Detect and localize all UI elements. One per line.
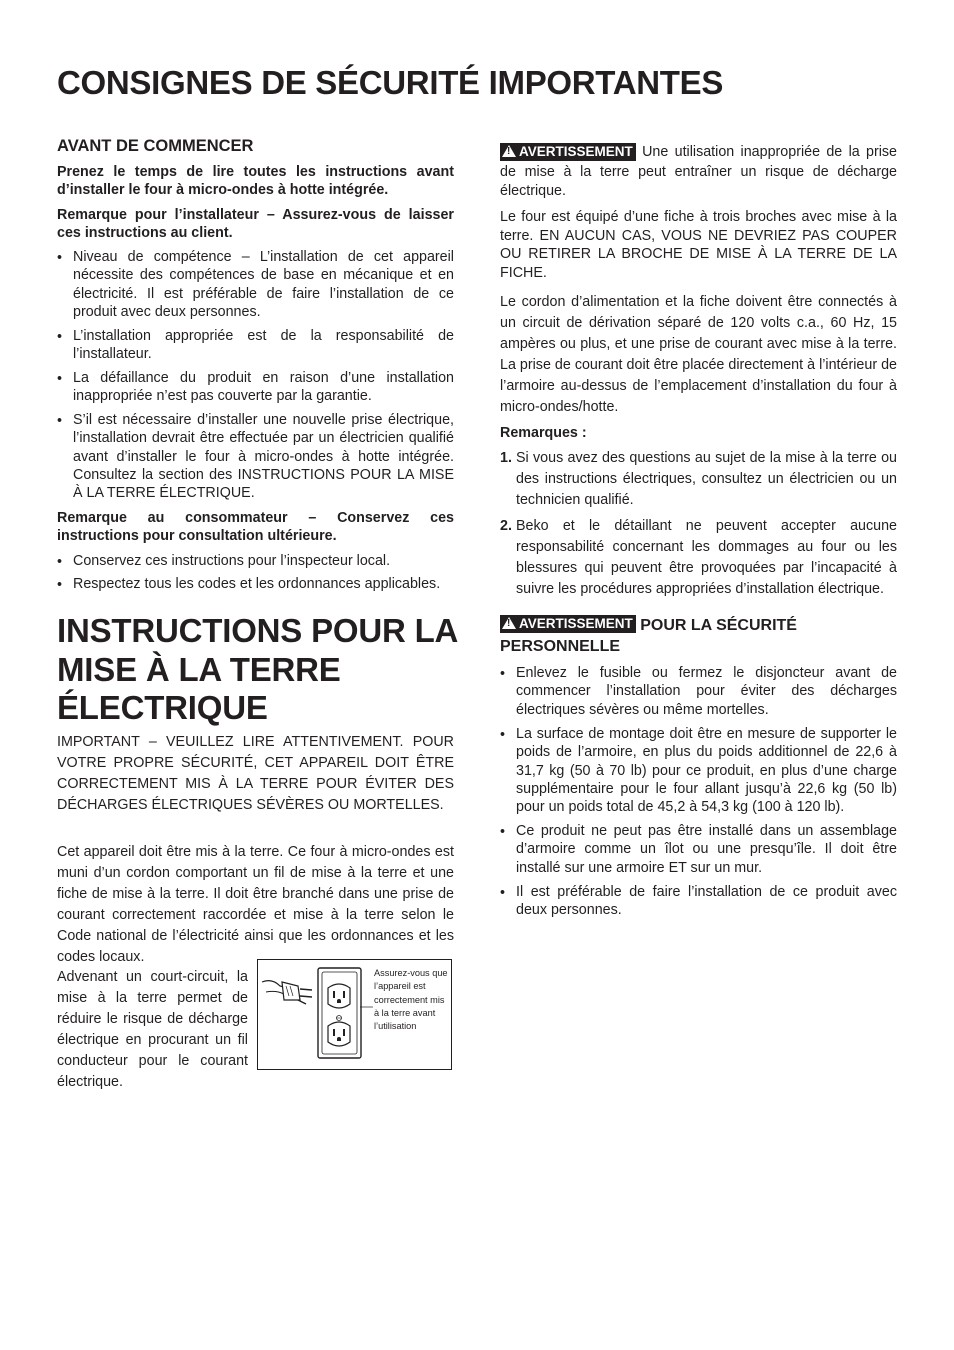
- grounding-body-top: Cet appareil doit être mis à la terre. Ce four à micro-ondes est muni d’un cordon comportant un fil de mise à la terre et une fiche de mise à la terre. Il doit être branché dans une prise de courant correctement raccordée et mise à la terre selon le Code national de l’électricité ainsi que les ordonnances et les codes locaux.: [57, 844, 454, 965]
- remark-item: Beko et le détaillant ne peuvent accepter aucune responsabilité concernant les dommages au four ou les blessures qui peuvent être provoquées par l’incapacité à suivre les procédures appropriées d’installation électrique.: [516, 518, 897, 597]
- bullet-icon: •: [57, 413, 63, 429]
- list-item: L’installation appropriée est de la responsabilité de l’installateur.: [73, 328, 454, 363]
- bullet-icon: •: [57, 250, 63, 266]
- remarks-heading: Remarques :: [500, 425, 587, 441]
- warning-badge: !AVERTISSEMENT: [500, 143, 636, 161]
- grounding-body-bottom: Advenant un court-circuit, la mise à la terre permet de réduire le risque de décharge électrique en procurant un fil conducteur pour le courant électrique.: [57, 969, 248, 1090]
- grounding-heading: INSTRUCTIONS POUR LA MISE À LA TERRE ÉLECTRIQUE: [57, 612, 457, 726]
- bullet-icon: •: [500, 824, 506, 840]
- plug-paragraph: Le four est équipé d’une fiche à trois broches avec mise à la terre. EN AUCUN CAS, VOUS NE DEVRIEZ PAS COUPER OU RETIRER LA BROCHE DE MISE À LA TERRE DE LA FICHE.: [500, 209, 897, 281]
- page-title: CONSIGNES DE SÉCURITÉ IMPORTANTES: [57, 64, 724, 101]
- list-item: Respectez tous les codes et les ordonnances applicables.: [73, 576, 441, 592]
- bullet-icon: •: [500, 666, 506, 682]
- list-item: Ce produit ne peut pas être installé dans un assemblage d’armoire comme un îlot ou une presqu’île. Il doit être installé sur une armoire ET sur un mur.: [516, 823, 897, 876]
- list-item: Niveau de compétence – L’installation de cet appareil nécessite des compétences de base en mécanique et en électricité. Il est préférable de faire l’installation de ce produit avec deux personnes.: [73, 249, 454, 320]
- bullet-icon: •: [500, 727, 506, 743]
- plug-icon: [262, 981, 312, 1004]
- grounded-outlet-icon: [258, 960, 373, 1069]
- grounding-figure: [257, 959, 452, 1070]
- bullet-icon: •: [57, 371, 63, 387]
- list-item: Il est préférable de faire l’installation de ce produit avec deux personnes.: [516, 884, 897, 919]
- remark-item: Si vous avez des questions au sujet de la mise à la terre ou des instructions électriques, consultez un électricien ou un technicien qualifié.: [516, 450, 897, 508]
- list-item: Conservez ces instructions pour l’inspecteur local.: [73, 553, 391, 569]
- before-start-intro: Prenez le temps de lire toutes les instructions avant d’installer le four à micro-ondes à hotte intégrée.: [57, 164, 454, 199]
- bullet-icon: •: [57, 577, 63, 593]
- bullet-icon: •: [500, 885, 506, 901]
- warning-triangle-icon: [502, 617, 516, 629]
- list-item: Enlevez le fusible ou fermez le disjoncteur avant de commencer l’installation pour éviter des décharges électriques sévères ou même mortelles.: [516, 665, 897, 718]
- power-paragraph: Le cordon d’alimentation et la fiche doivent être connectés à un circuit de dérivation séparé de 120 volts c.a., 60 Hz, 15 ampères ou plus, et une prise de courant avec mise à la terre. La prise de courant doit être placée directement à l’intérieur de l’armoire au-dessus de l’emplacement d’installation du four à micro-ondes/hotte.: [500, 294, 897, 415]
- warning-ground-paragraph: !AVERTISSEMENT Une utilisation inappropriée de la prise de mise à la terre peut entraîner un risque de décharge électrique.: [500, 143, 897, 202]
- list-item: S’il est nécessaire d’installer une nouvelle prise électrique, l’installation devrait être effectuée par un électricien qualifié avant d’installer le four à micro-ondes à hotte intégrée. Consultez la section des INSTRUCTIONS POUR LA MISE À LA TERRE ÉLECTRIQUE.: [73, 412, 454, 502]
- consumer-note: Remarque au consommateur – Conservez ces instructions pour consultation ultérieure.: [57, 510, 454, 545]
- grounding-important: IMPORTANT – VEUILLEZ LIRE ATTENTIVEMENT. POUR VOTRE PROPRE SÉCURITÉ, CET APPAREIL DOIT ÊTRE CORRECTEMENT MIS À LA TERRE POUR ÉVITER DES DÉCHARGES ÉLECTRIQUES SÉVÈRES OU MORTELLES.: [57, 734, 454, 813]
- warning-triangle-icon: [502, 145, 516, 157]
- list-item: La défaillance du produit en raison d’une installation inappropriée n’est pas couverte par la garantie.: [73, 370, 454, 405]
- bullet-icon: •: [57, 554, 63, 570]
- installer-note: Remarque pour l’installateur – Assurez-vous de laisser ces instructions au client.: [57, 207, 454, 242]
- warning-badge: !AVERTISSEMENT: [500, 615, 636, 633]
- bullet-icon: •: [57, 329, 63, 345]
- remark-number: 1.: [500, 450, 512, 466]
- remark-number: 2.: [500, 518, 512, 534]
- figure-caption: Assurez-vous que l’appareil est correctement mis à la terre avant l’utilisation: [374, 968, 448, 1032]
- before-start-heading: AVANT DE COMMENCER: [57, 137, 254, 155]
- personal-safety-heading: !AVERTISSEMENT POUR LA SÉCURITÉ PERSONNELLE: [500, 615, 897, 657]
- list-item: La surface de montage doit être en mesure de supporter le poids de l’armoire, en plus du poids additionnel de 22,6 à 31,7 kg (50 à 70 lb) pour ce produit, en plus d’une charge supplémentaire pour le four allant jusqu’à 22,6 kg (50 lb) pour un poids total de 45,2 à 54,3 kg (100 à 120 lb).: [516, 726, 897, 816]
